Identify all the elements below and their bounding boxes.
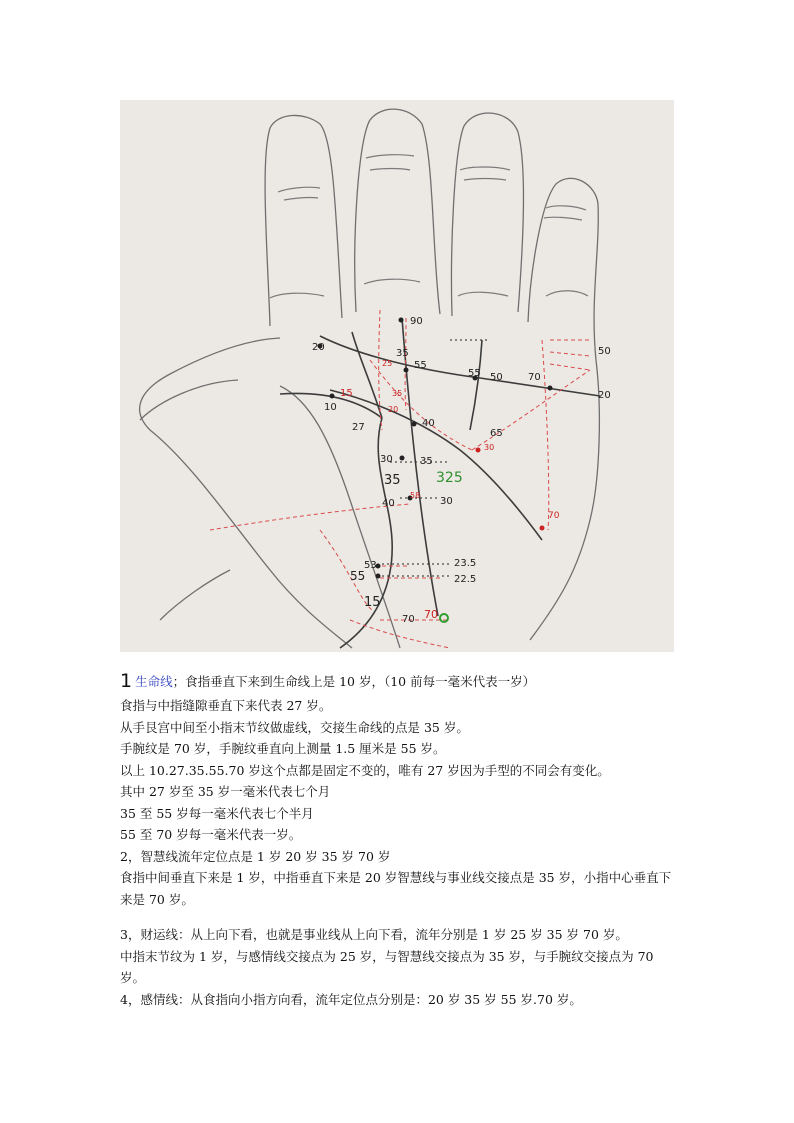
label-b55: 55 <box>350 569 366 583</box>
label-225: 22.5 <box>454 574 477 585</box>
section-rest: ；食指垂直下来到生命线上是 10 岁，（10 前每一毫米代表一岁） <box>172 674 536 689</box>
label-r55: 55 <box>468 368 481 379</box>
label-b15: 15 <box>364 595 381 610</box>
thumb-inner <box>140 380 238 420</box>
fate-line-right <box>470 340 482 430</box>
palm-right-edge <box>530 360 599 640</box>
text-line: 35 至 55 岁每一毫米代表七个半月 <box>120 805 314 821</box>
label-r50: 50 <box>490 372 503 383</box>
heart-line <box>320 336 600 396</box>
label-red15: 15 <box>340 388 353 399</box>
label-l40: 40 <box>382 498 395 509</box>
label-far50: 50 <box>598 346 611 357</box>
section-number: 1 <box>120 670 133 692</box>
label-red58: 58 <box>410 491 421 500</box>
label-red35: 35 <box>392 389 403 398</box>
index-finger <box>265 115 342 326</box>
text-line: 其中 27 岁至 35 岁一毫米代表七个月 <box>120 784 331 799</box>
text-line: 食指与中指缝隙垂直下来代表 27 岁。 <box>120 698 332 713</box>
text-line: 3，财运线：从上向下看，也就是事业线从上向下看，流年分别是 1 岁 25 岁 35 岁 70 岁。 <box>120 927 628 942</box>
label-90: 90 <box>410 316 423 327</box>
text-line: 食指中间垂直下来是 1 岁，中指垂直下来是 20 岁智慧线与事业线交接点是 35 岁，小指中心垂直下来是 70 岁。 <box>120 870 672 907</box>
label-35: 35 <box>396 348 409 359</box>
label-red25: 25 <box>382 359 393 368</box>
label-53: 53 <box>364 560 377 571</box>
label-355: 35 <box>420 456 433 467</box>
label-55: 55 <box>414 360 427 371</box>
label-far20: 20 <box>598 390 611 401</box>
label-325: 325 <box>436 470 463 486</box>
text-line: 2，智慧线流年定位点是 1 岁 20 岁 35 岁 70 岁 <box>120 848 391 864</box>
label-dash30: 30 <box>440 496 453 507</box>
text-line: 手腕纹是 70 岁，手腕纹垂直向上测量 1.5 厘米是 55 岁。 <box>120 741 446 756</box>
label-65: 65 <box>490 428 503 439</box>
head-line <box>330 390 542 540</box>
text-line: 中指末节纹为 1 岁，与感情线交接点为 25 岁，与智慧线交接点为 35 岁，与手腕纹交接点为 70 岁。 <box>120 948 654 985</box>
label-red20: 20 <box>388 405 399 414</box>
label-40: 40 <box>422 418 435 429</box>
label-20: 20 <box>312 342 325 353</box>
explanation-text <box>120 668 680 1010</box>
label-b70: 70 <box>402 614 415 625</box>
ring-finger <box>452 113 524 316</box>
text-line: 4，感情线：从食指向小指方向看，流年定位点分别是：20 岁 35 岁 55 岁.70 岁。 <box>120 991 582 1007</box>
label-redb70: 70 <box>424 608 438 621</box>
text-line: 以上 10.27.35.55.70 岁这个点都是固定不变的，唯有 27 岁因为手型的不同会有变化。 <box>120 762 610 778</box>
palm-drawing <box>120 100 674 652</box>
label-l35: 35 <box>384 473 401 488</box>
label-235: 23.5 <box>454 558 477 569</box>
palm-diagram <box>120 100 674 652</box>
thumb-outline <box>140 338 352 648</box>
life-line <box>340 418 392 648</box>
section-heading <box>120 668 680 695</box>
label-l30: 30 <box>380 454 393 465</box>
section-title: 生命线 <box>135 674 173 689</box>
label-r70: 70 <box>528 372 541 383</box>
text-line: 55 至 70 岁每一毫米代表一岁。 <box>120 827 302 842</box>
label-10: 10 <box>324 402 337 413</box>
label-red70: 70 <box>548 511 560 521</box>
text-line: 从手艮宫中间至小指末节纹做虚线，交接生命线的点是 35 岁。 <box>120 719 469 735</box>
label-red30: 30 <box>484 443 495 452</box>
label-27: 27 <box>352 422 365 433</box>
